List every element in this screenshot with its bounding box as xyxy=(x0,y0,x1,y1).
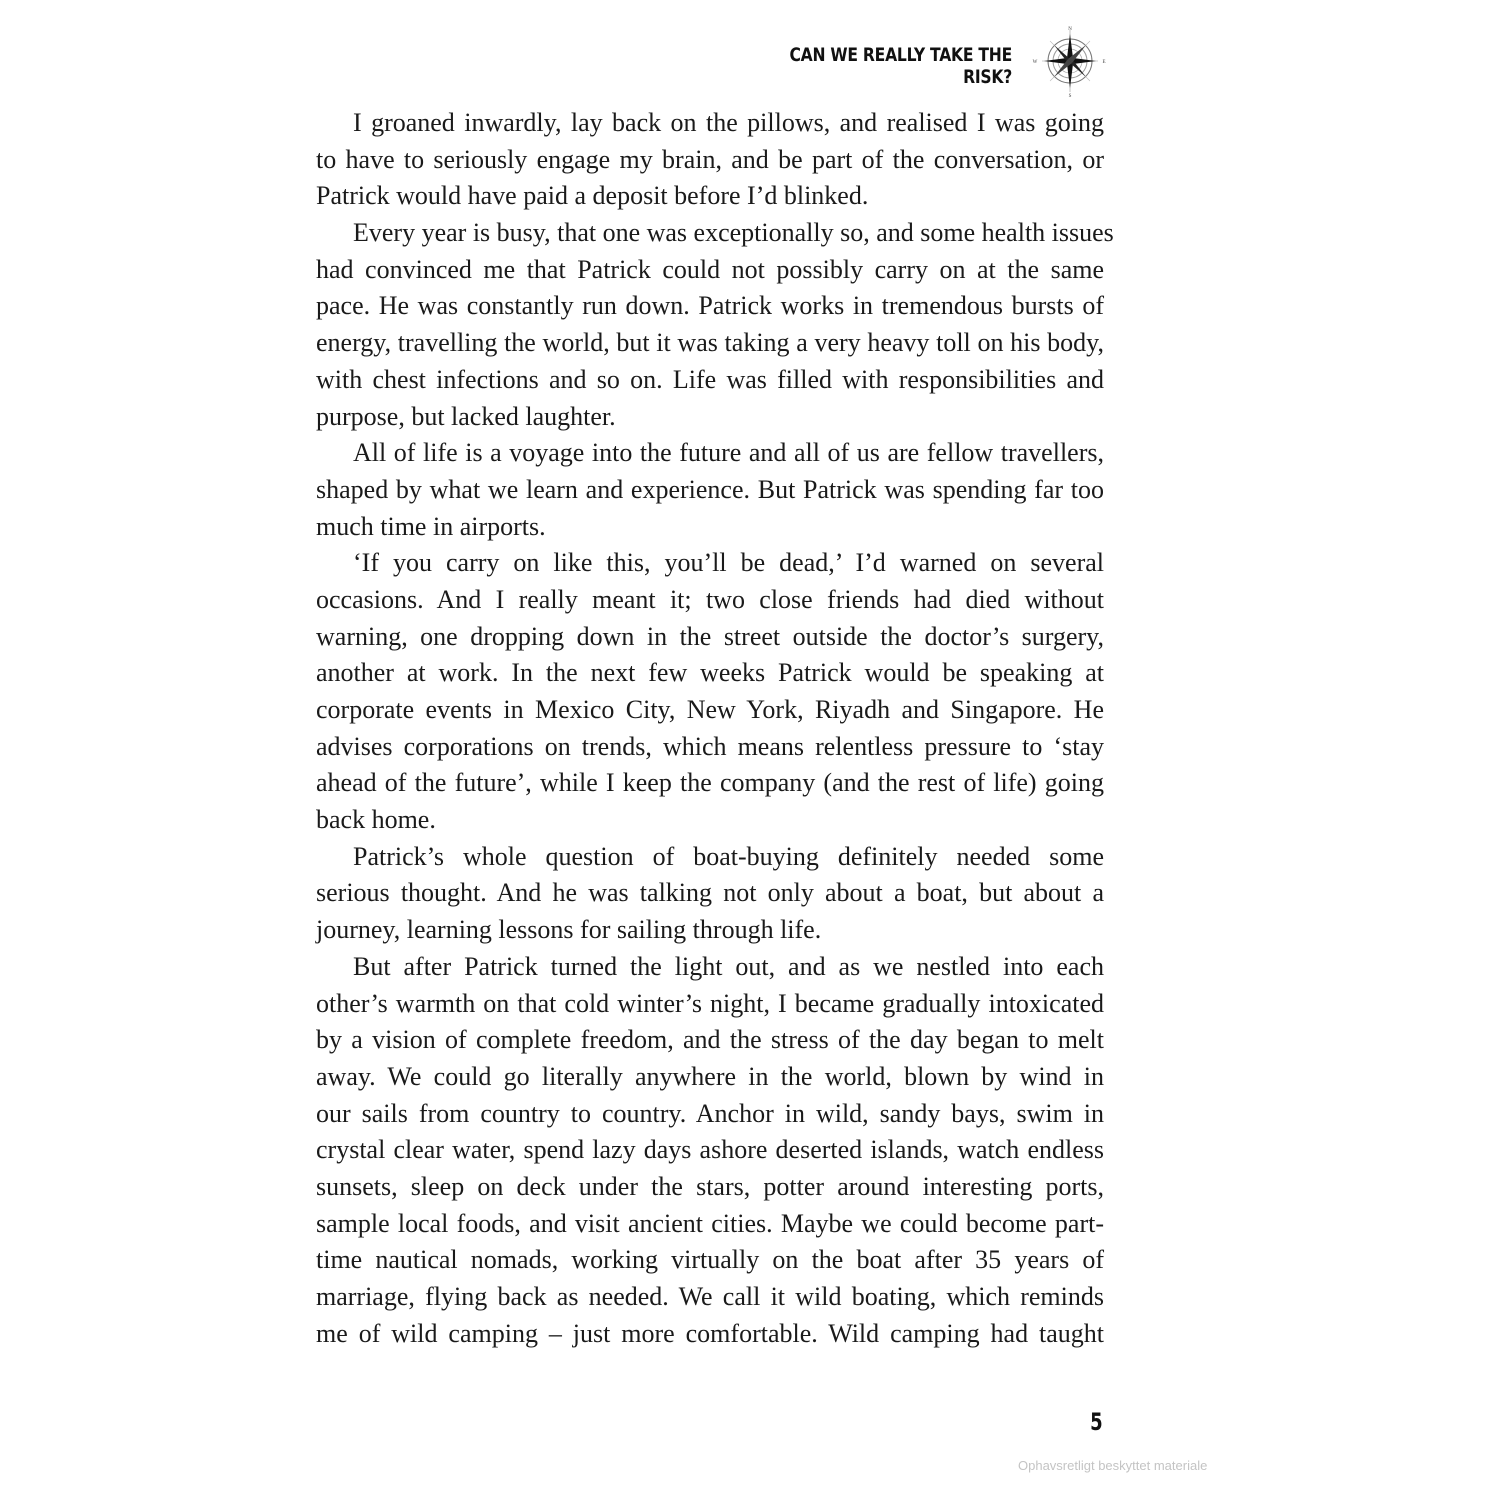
copyright-watermark: Ophavsretligt beskyttet materiale xyxy=(1018,1458,1208,1473)
text-line: ahead of the future’, while I keep the company (and the rest of life) going xyxy=(316,768,1104,798)
compass-w: W xyxy=(1032,60,1038,65)
text-line: shaped by what we learn and experience. But Patrick was spending far too xyxy=(316,474,1104,504)
compass-e: E xyxy=(1102,60,1106,65)
text-line: Every year is busy, that one was exceptionally so, and some health issues xyxy=(353,218,1114,248)
text-line: crystal clear water, spend lazy days ashore deserted islands, watch endless xyxy=(316,1135,1104,1165)
text-line: warning, one dropping down in the street outside the doctor’s surgery, xyxy=(316,621,1104,651)
paragraph xyxy=(316,545,1104,839)
paragraph xyxy=(316,949,1104,1353)
text-line: sunsets, sleep on deck under the stars, potter around interesting ports, xyxy=(316,1171,1104,1201)
text-line: me of wild camping – just more comfortable. Wild camping had taught xyxy=(316,1318,1104,1348)
text-line: sample local foods, and visit ancient cities. Maybe we could become part- xyxy=(316,1208,1104,1238)
running-header: CAN WE REALLY TAKE THE RISK? xyxy=(789,44,1012,88)
text-line: our sails from country to country. Anchor in wild, sandy bays, swim in xyxy=(316,1098,1104,1128)
text-line: occasions. And I really meant it; two close friends had died without xyxy=(316,584,1104,614)
text-line: Patrick’s whole question of boat-buying definitely needed some xyxy=(353,841,1104,871)
text-line: had convinced me that Patrick could not possibly carry on at the same xyxy=(316,254,1104,284)
text-line: ‘If you carry on like this, you’ll be dead,’ I’d warned on several xyxy=(353,548,1104,578)
paragraph xyxy=(316,215,1114,435)
text-line: journey, learning lessons for sailing through life. xyxy=(316,915,822,945)
paragraph xyxy=(316,839,1104,949)
compass-s: S xyxy=(1068,94,1072,98)
body-text xyxy=(316,105,1114,1352)
text-line: marriage, flying back as needed. We call it wild boating, which reminds xyxy=(316,1282,1104,1311)
text-line: to have to seriously engage my brain, and be part of the conversation, or xyxy=(316,144,1104,174)
text-line: with chest infections and so on. Life was filled with responsibilities and xyxy=(316,364,1104,394)
text-line: another at work. In the next few weeks Patrick would be speaking at xyxy=(316,658,1104,688)
text-line: Patrick would have paid a deposit before I’d blinked. xyxy=(316,181,869,211)
text-line: I groaned inwardly, lay back on the pillows, and realised I was going xyxy=(353,108,1104,137)
text-line: purpose, but lacked laughter. xyxy=(316,401,616,431)
text-line: back home. xyxy=(316,805,436,835)
text-line: All of life is a voyage into the future and all of us are fellow travellers, xyxy=(353,438,1104,468)
text-line: other’s warmth on that cold winter’s night, I became gradually intoxicated xyxy=(316,988,1104,1018)
text-line: corporate events in Mexico City, New York, Riyadh and Singapore. He xyxy=(316,695,1104,724)
text-line: time nautical nomads, working virtually on the boat after 35 years of xyxy=(316,1245,1104,1275)
text-line: away. We could go literally anywhere in the world, blown by wind in xyxy=(316,1061,1104,1091)
paragraph xyxy=(316,105,1104,215)
page-number: 5 xyxy=(1090,1408,1103,1436)
text-line: much time in airports. xyxy=(316,511,546,541)
text-line: energy, travelling the world, but it was taking a very heavy toll on his body, xyxy=(316,328,1104,358)
text-line: pace. He was constantly run down. Patrick works in tremendous bursts of xyxy=(316,291,1104,321)
text-line: But after Patrick turned the light out, and as we nestled into each xyxy=(353,951,1104,981)
compass-rose-icon xyxy=(1030,24,1110,98)
text-line: serious thought. And he was talking not only about a boat, but about a xyxy=(316,878,1104,908)
text-line: by a vision of complete freedom, and the stress of the day began to melt xyxy=(316,1025,1104,1055)
text-line: advises corporations on trends, which means relentless pressure to ‘stay xyxy=(316,731,1104,761)
compass-n: N xyxy=(1068,27,1072,32)
paragraph xyxy=(316,435,1104,545)
